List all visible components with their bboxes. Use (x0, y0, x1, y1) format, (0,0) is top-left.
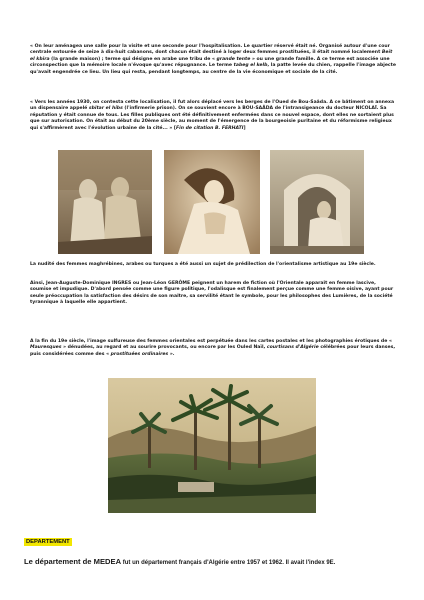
paragraph-cartes-postales (30, 339, 396, 358)
department-sentence (24, 557, 404, 566)
text-run: ] (243, 125, 246, 131)
paragraph-orientalisme: La nudité des femmes maghrébines, arabes ou turques a été aussi un sujet de prédilection de l'orientalisme artistique au 19e siècle. (30, 262, 376, 267)
text-run: » ou une grande famille. A ce terme est associée une circonspection que la mémoire locale n'évoque qu'avec répugnance. Le terme (30, 56, 390, 69)
text-run: A la fin du 19e siècle, l'image sulfureuse des femmes orientales est perpétuée dans les cartes postales et les photographies érotiques de « (30, 339, 392, 344)
text-run: (l'infirmerie prison). On se souvient encore à BOU-SAÂDA de l'intransigeance du docteur NICOLAÏ. Sa réputation y était connue de tous. Les filles publiques ont été définitivement enfermées dans ce nouvel espace, dont elles ne sortaient plus que sur autorisation. On était au début du 20ème siècle, au moment de l'émergence de la bourgeoisie puritaine et du réformisme religieux qui s'affirmèrent avec l'évolution urbaine de la cité... » [ (30, 106, 394, 131)
text-run: célébrées pour leurs danses, puis considérées comme des « (30, 345, 396, 357)
department-prefix: Le département de (24, 557, 94, 566)
text-run: ». (168, 351, 175, 357)
citation-source: Fin de citation B. FERHATI (176, 125, 244, 131)
paragraph-odalisque: Ainsi, Jean-Auguste-Dominique INGRES ou Jean-Léon GERÔME peignent un harem de fiction où l'Orientale apparaît en femme lascive, soumise et impudique. D'abord pensée comme une figure politique, l'odalisque est finalement perçue comme une femme oisive, ayant pour seule préoccupation la satisfaction des désirs de son maître, sa servilité étant le symbole, pour les philosophes des Lumières, de la société tyrannique à laquelle elle appartient. (30, 281, 394, 306)
department-end: . (333, 560, 336, 566)
postcard-photo-seated-women (58, 150, 152, 254)
italic-term: sbitar el hibs (88, 106, 123, 112)
department-text: fut un département français d'Algérie entre 1957 et 1962. Il avait l'index (121, 560, 327, 566)
italic-term: prostituées ordinaires (110, 351, 169, 357)
text-run: » dénudées, au regard et au sourire provocants, ou encore par les Ouled Naïl, (61, 345, 267, 351)
italic-term: grande tente (216, 56, 251, 62)
text-run: « On leur aménagea une salle pour la visite et une seconde pour l'hospitalisation. Le quartier réservé était né. Organisé autour d'une cour centrale entourée de seize à dix-huit cabanons, dont chacun était destiné à loger deux femmes prostituées, il était nommé localement (30, 44, 390, 56)
text-run: « Vers les années 1930, on contesta cette localisation, il fut alors déplacé vers les berges de l'Oued de Bou-Saâda. A ce bâtiment on annexa un dispensaire appelé (30, 100, 395, 112)
text-run: , la patte levée du chien, rappelle l'image abjecte qu'avait engendrée ce lieu. Un lieu qui resta, pendant longtemps, au centre de la vie économique et sociale de la cité. (30, 63, 396, 75)
text-run: (la grande maison) ; terme qui désigne en arabe une tribu de « (49, 56, 217, 62)
paragraph-quartier-reserve (30, 44, 396, 76)
postcard-photo-row (58, 150, 364, 254)
postcard-photo-woman-by-arch (270, 150, 364, 254)
department-index: 9E (326, 560, 334, 566)
department-heading: DEPARTEMENT (26, 539, 70, 545)
paragraph-dispensaire (30, 100, 396, 132)
italic-term: courtisans d'Algérie (266, 345, 319, 351)
italic-term: Mauresques (30, 345, 62, 351)
oasis-landscape-photo (108, 378, 316, 513)
italic-term: Beït el kbira (30, 50, 393, 62)
italic-term: tabeg el kelb (233, 63, 268, 69)
postcard-photo-reclining-woman (164, 150, 260, 254)
department-name: MEDEA (93, 557, 122, 566)
